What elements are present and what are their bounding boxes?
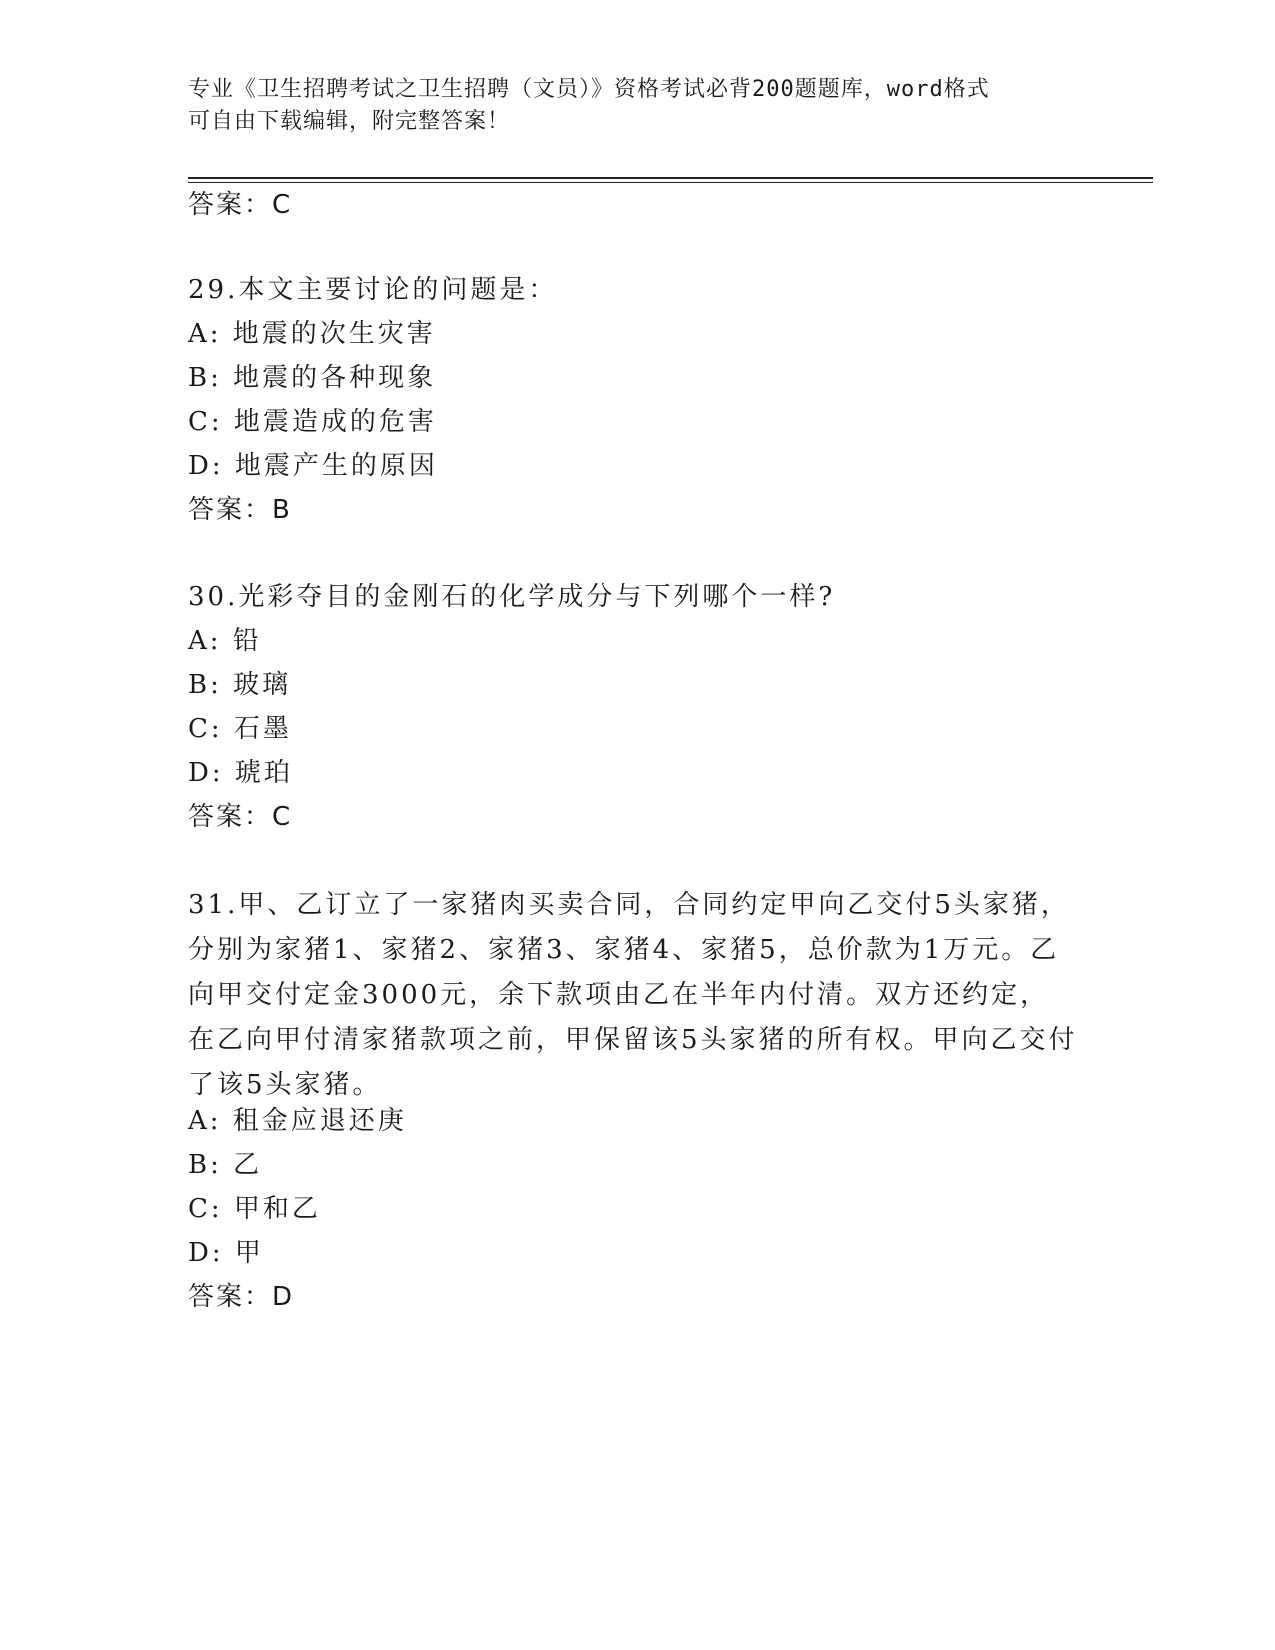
option-a: A: 地震的次生灾害	[188, 319, 436, 349]
option-c: C: 甲和乙	[188, 1194, 321, 1224]
previous-answer: 答案：C	[188, 190, 293, 220]
option-d: D: 甲	[188, 1238, 264, 1268]
answer-30: 答案：C	[188, 802, 293, 832]
question-stem-29: 29.本文主要讨论的问题是：	[188, 275, 558, 305]
answer-29: 答案：B	[188, 495, 292, 525]
document-header	[188, 74, 1068, 138]
question-stem-31: 31.甲、乙订立了一家猪肉买卖合同，合同约定甲向乙交付5头家猪，分别为家猪1、家猪2、家猪3、家猪4、家猪5，总价款为1万元。乙向甲交付定金3000元，余下款项由乙在半年内付清。双方还约定，在乙向甲付清家猪款项之前，甲保留该5头家猪的所有权。甲向乙交付了该5头家猪。	[188, 890, 1078, 1100]
answer-31: 答案：D	[188, 1282, 295, 1312]
option-b: B: 地震的各种现象	[188, 363, 437, 393]
option-b: B: 乙	[188, 1150, 263, 1180]
option-d: D: 地震产生的原因	[188, 451, 438, 481]
header-divider-thick	[188, 177, 1153, 179]
option-a: A: 铅	[188, 626, 262, 656]
option-d: D: 琥珀	[188, 758, 293, 788]
option-b: B: 玻璃	[188, 670, 292, 700]
option-c: C: 地震造成的危害	[188, 407, 437, 437]
question-stem-30: 30.光彩夺目的金刚石的化学成分与下列哪个一样?	[188, 582, 836, 612]
header-divider-thin	[188, 182, 1153, 183]
option-c: C: 石墨	[188, 714, 292, 744]
option-a: A: 租金应退还庚	[188, 1106, 407, 1136]
header-line-2: 可自由下载编辑，附完整答案！	[188, 109, 511, 134]
header-line-1: 专业《卫生招聘考试之卫生招聘（文员）》资格考试必背200题题库，word格式	[188, 77, 990, 102]
